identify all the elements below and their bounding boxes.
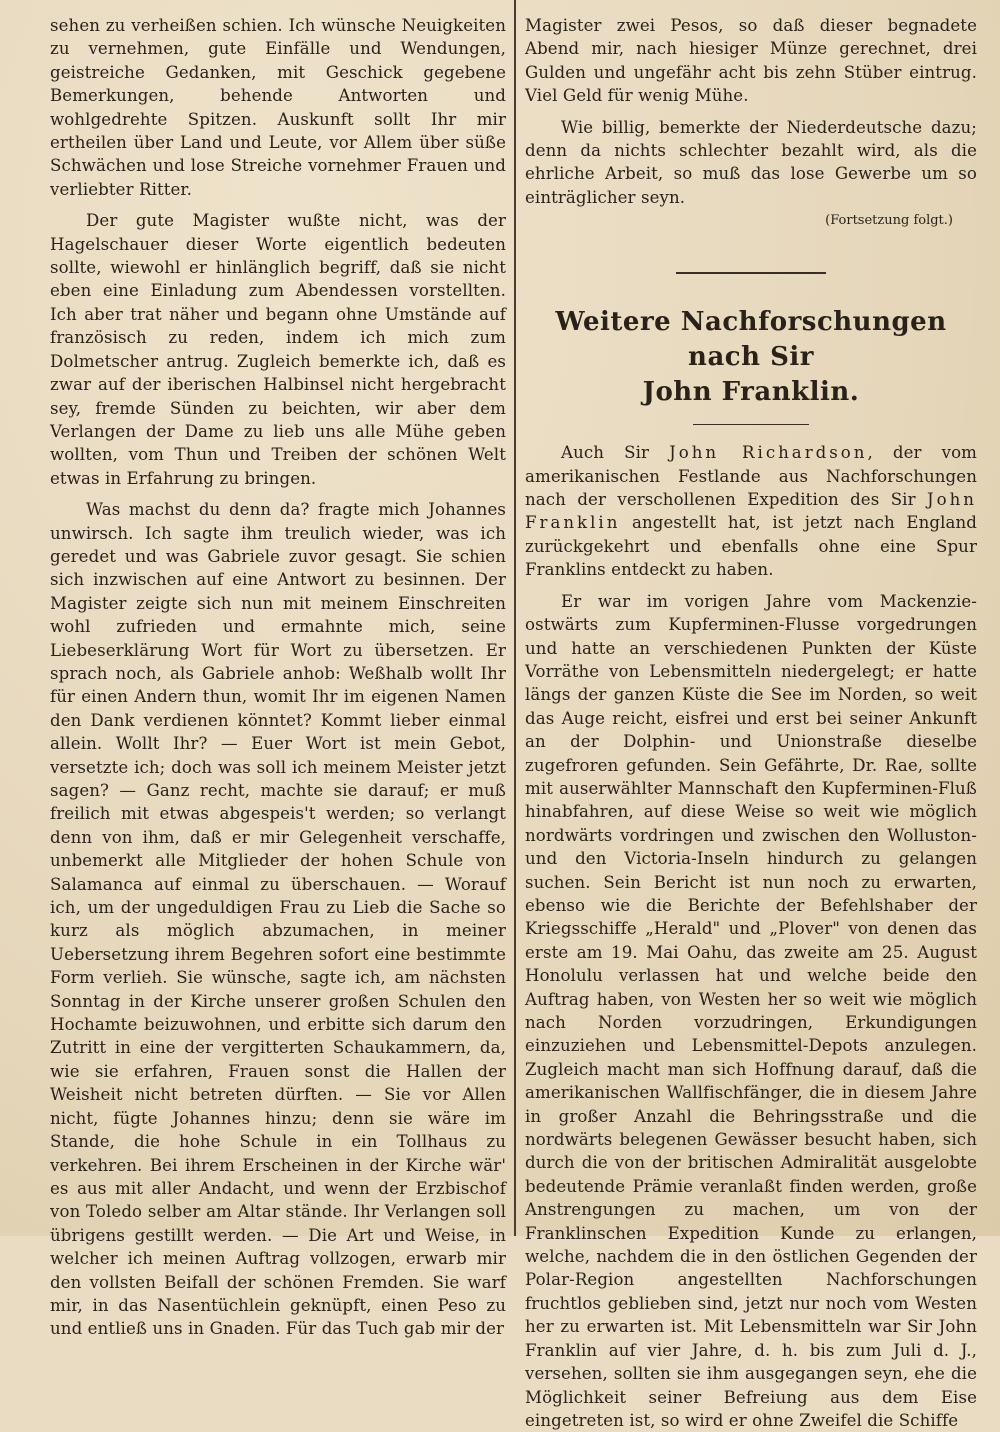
article-heading bbox=[525, 305, 977, 410]
column-divider bbox=[514, 0, 516, 1236]
right-column bbox=[525, 14, 977, 1432]
left-column bbox=[50, 14, 506, 1341]
text-run: Auch Sir bbox=[561, 443, 670, 463]
heading-rule bbox=[693, 424, 809, 425]
paragraph: Wie billig, bemerkte der Niederdeutsche dazu; denn da nichts schlechter bezahlt wird, als die ehrliche Arbeit, so muß das lose Gewerbe um so einträglicher seyn. bbox=[525, 117, 977, 207]
person-name: John Franklin bbox=[525, 490, 977, 533]
person-name: John Richardson bbox=[669, 443, 868, 463]
text-run: angestellt hat, ist jetzt nach England zurückgekehrt und ebenfalls ohne eine Spur Franklins entdeckt zu haben. bbox=[525, 513, 977, 580]
text-run: , der vom amerikanischen Festlande aus Nachforschungen nach der verschollenen Expedition des Sir bbox=[525, 443, 977, 510]
paragraph: sehen zu verheißen schien. Ich wünsche Neuigkeiten zu vernehmen, gute Einfälle und Wendungen, geistreiche Gedanken, mit Geschick gegebene Bemerkungen, behende Antworten und wohlgedrehte Spitzen. Auskunft sollt Ihr mir ertheilen über Land und Leute, vor Allem über süße Schwächen und lose Streiche vornehmer Frauen und verliebter Ritter. bbox=[50, 16, 506, 199]
paragraph: Was machst du denn da? fragte mich Johannes unwirsch. Ich sagte ihm treulich wieder, was ich geredet und was Gabriele zuvor gesagt. Sie schien sich inzwischen auf eine Antwort zu besinnen. Der Magister zeigte sich nun mit meinem Einschreiten wohl zufrieden und ermahnte mich, seine Liebeserklärung Wort für Wort zu übersetzen. Er sprach noch, als Gabriele anhob: Weßhalb wollt Ihr für einen Andern thun, womit Ihr im eigenen Namen den Dank verdienen könntet? Kommt lieber einmal allein. Wollt Ihr? — Euer Wort ist mein Gebot, versetzte ich; doch was soll ich meinem Meister jetzt sagen? — Ganz recht, machte sie darauf; er muß freilich mit etwas abgespeis't werden; so verlangt denn von ihm, daß er mir Gelegenheit verschaffe, unbemerkt alle Mitglieder der hohen Schule von Salamanca auf einmal zu überschauen. — Worauf ich, um der ungeduldigen Frau zu Lieb die Sache so kurz als möglich abzumachen, in meiner Uebersetzung ihrem Begehren sofort eine bestimmte Form verlieh. Sie wünsche, sagte ich, am nächsten Sonntag in der Kirche unserer großen Schulen den Hochamte beizuwohnen, und erbitte sich darum den Zutritt in eine der vergitterten Schaukammern, da, wie sie erfahren, Frauen sonst die Hallen der Weisheit nicht betreten dürften. — Sie vor Allen nicht, fügte Johannes hinzu; denn sie wäre im Stande, die hohe Schule in ein Tollhaus zu verkehren. Bei ihrem Erscheinen in der Kirche wär' es aus mit aller Andacht, und wenn der Erzbischof von Toledo selber am Altar stände. Ihr Verlangen soll übrigens gestillt werden. — Die Art und Weise, in welcher ich meinen Auftrag vollzogen, erwarb mir den vollsten Beifall der schönen Fremden. Sie warf mir, in das Nasentüchlein geknüpft, einen Peso zu und entließ uns in Gnaden. Für das Tuch gab mir der bbox=[50, 500, 506, 1339]
paragraph: Der gute Magister wußte nicht, was der Hagelschauer dieser Worte eigentlich bedeuten sollte, wiewohl er hinlänglich begriff, daß sie nicht eben eine Einladung zum Abendessen vorstellten. Ich aber trat näher und begann ohne Umstände auf französisch zu reden, indem ich mich zum Dolmetscher antrug. Zugleich bemerkte ich, daß es zwar auf der iberischen Halbinsel nicht hergebracht sey, fremde Sünden zu beichten, wir aber dem Verlangen der Dame zu lieb uns alle Mühe geben wollten, vom Thun und Treiben der schönen Welt etwas in Erfahrung zu bringen. bbox=[50, 211, 506, 488]
paragraph: Er war im vorigen Jahre vom Mackenzie- ostwärts zum Kupferminen-Flusse vorgedrungen und hatte an verschiedenen Punkten der Küste Vorräthe von Lebensmitteln niedergelegt; er hatte längs der ganzen Küste die See im Norden, so weit das Auge reicht, eisfrei und erst bei seiner Ankunft an der Dolphin- und Unionstraße dieselbe zugefroren gefunden. Sein Gefährte, Dr. Rae, sollte mit auserwählter Mannschaft den Kupferminen-Fluß hinabfahren, auf diese Weise so weit wie möglich nordwärts vordringen und zwischen den Wolluston- und den Victoria-Inseln hindurch zu gelangen suchen. Sein Bericht ist nun noch zu erwarten, ebenso wie die Berichte der Befehlshaber der Kriegsschiffe „Herald" und „Plover" von denen das erste am 19. Mai Oahu, das zweite am 25. August Honolulu verlassen hat und welche beide den Auftrag haben, von Westen her so weit wie möglich nach Norden vorzudringen, Erkundigungen einzuziehen und Lebensmittel-Depots anzulegen. Zugleich macht man sich Hoffnung darauf, daß die amerikanischen Wallfischfänger, die in diesem Jahre in großer Anzahl die Behringsstraße und die nordwärts belegenen Gewässer besucht haben, sich durch die von der britischen Admiralität ausgelobte bedeutende Prämie veranlaßt finden werden, große Anstrengungen zu machen, um von der Franklinschen Expedition Kunde zu erlangen, welche, nachdem die in den östlichen Gegenden der Polar-Region angestellten Nachforschungen fruchtlos geblieben sind, jetzt nur noch vom Westen her zu erwarten ist. Mit Lebensmitteln war Sir John Franklin auf vier Jahre, d. h. bis zum Juli d. J., versehen, sollten sie ihm ausgegangen seyn, ehe die Möglichkeit seiner Befreiung aus dem Eise eingetreten ist, so wird er ohne Zweifel die Schiffe bbox=[525, 591, 977, 1430]
article-heading-line: Weitere Nachforschungen nach Sir bbox=[555, 307, 947, 373]
article-heading-line: John Franklin. bbox=[642, 377, 860, 408]
paragraph: Magister zwei Pesos, so daß dieser begnadete Abend mir, nach hiesiger Münze gerechnet, drei Gulden und ungefähr acht bis zehn Stüber eintrug. Viel Geld für wenig Mühe. bbox=[525, 16, 977, 106]
continuation-note: (Fortsetzung folgt.) bbox=[825, 213, 953, 229]
section-separator bbox=[676, 272, 826, 274]
paragraph bbox=[525, 441, 977, 581]
